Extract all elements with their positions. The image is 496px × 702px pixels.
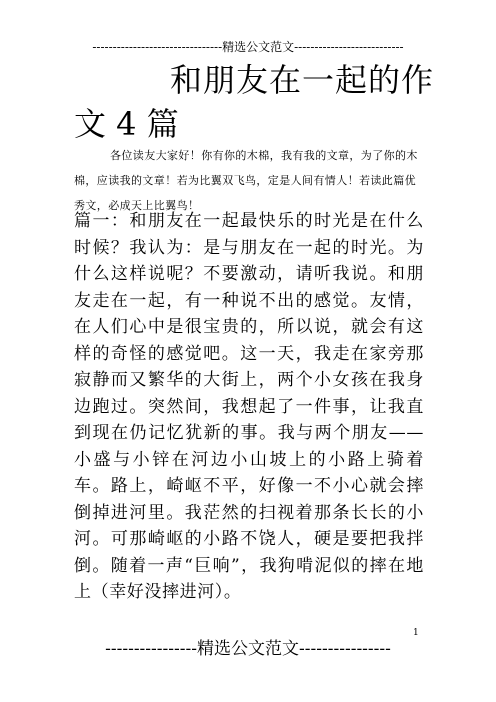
- header-banner: --------------------------------精选公文范文---------------------------: [92, 40, 404, 54]
- title-line-1: 和朋友在一起的作: [169, 61, 434, 99]
- footer-banner: ----------------精选公文范文----------------: [105, 639, 391, 659]
- page-number: 1: [413, 628, 419, 638]
- document-title: [74, 58, 434, 146]
- title-line-2: 文 4 篇: [74, 105, 179, 143]
- intro-paragraph: 各位读友大家好！你有你的木棉，我有我的文章，为了你的木棉，应读我的文章！若为比翼双飞鸟，定是人间有情人！若读此篇优秀文，必成天上比翼鸟！: [74, 149, 418, 212]
- body-paragraph: 篇一：和朋友在一起最快乐的时光是在什么时候？我认为：是与朋友在一起的时光。为什么这样说呢？不要激动，请听我说。和朋友走在一起，有一种说不出的感觉。友情，在人们心中是很宝贵的，所以说，就会有这样的奇怪的感觉吧。这一天，我走在家旁那寂静而又繁华的大街上，两个小女孩在我身边跑过。突然间，我想起了一件事，让我直到现在仍记忆犹新的事。我与两个朋友——小盛与小锌在河边小山坡上的小路上骑着车。路上，崎岖不平，好像一不小心就会摔倒掉进河里。我茫然的扫视着那条长长的小河。可那崎岖的小路不饶人，硬是要把我拌倒。随着一声“巨响”，我狗啃泥似的摔在地上（幸好没摔进河）。: [74, 211, 424, 602]
